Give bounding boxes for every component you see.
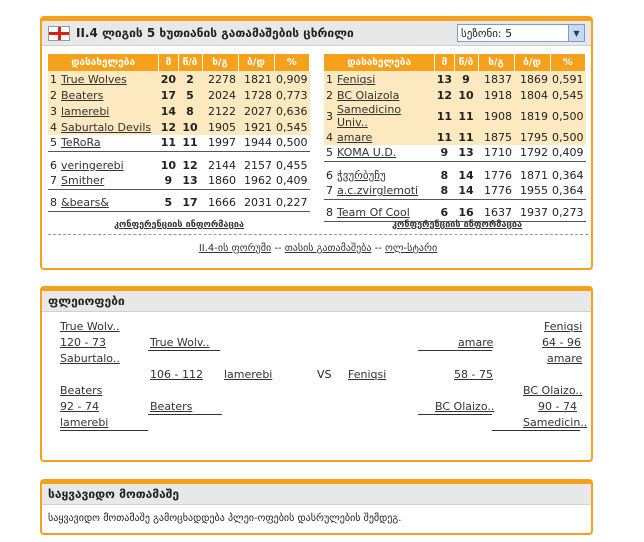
- table-row: [324, 167, 586, 183]
- team-name[interactable]: TeRoRa: [61, 136, 101, 150]
- cell-pos: 8: [326, 206, 333, 220]
- cell-pf: 2278: [202, 71, 238, 87]
- cell-pos: 4: [326, 130, 333, 144]
- cell-pct: 0,273: [552, 206, 584, 220]
- cell-pos: 5: [50, 136, 57, 150]
- standings-panel: [40, 16, 593, 270]
- cell-w: 11: [436, 130, 452, 144]
- table-row: [48, 157, 310, 173]
- cell-pos: 5: [326, 146, 333, 160]
- final-team-right[interactable]: Feniqsi: [348, 368, 387, 381]
- cell-pos: 7: [50, 174, 57, 188]
- standings-header: [42, 18, 591, 46]
- cell-l: 2: [178, 71, 202, 87]
- bracket-line: [492, 430, 580, 431]
- team-name[interactable]: Beaters: [61, 88, 104, 102]
- team-link[interactable]: [335, 167, 435, 183]
- team-link[interactable]: [335, 129, 435, 145]
- all-star-link[interactable]: ოლ-სტარი: [385, 243, 438, 254]
- bracket-line: [418, 414, 492, 415]
- bracket-team[interactable]: amare: [458, 336, 494, 349]
- cell-pf: 2024: [202, 87, 238, 103]
- cell-pf: 1666: [202, 195, 238, 211]
- mvp-title: საყვავიდო მოთამაშე: [48, 487, 180, 501]
- cell-l: 14: [458, 168, 474, 182]
- cell-l: 11: [454, 103, 478, 129]
- team-name[interactable]: lamerebi: [61, 104, 110, 118]
- column-header: ხ/გ: [202, 54, 238, 71]
- cell-w: 9: [435, 145, 454, 161]
- team-link[interactable]: [59, 173, 159, 189]
- team-link[interactable]: [335, 145, 435, 161]
- team-link[interactable]: [59, 135, 159, 151]
- playoffs-header: [42, 288, 591, 312]
- cell-pct: 0,591: [552, 72, 584, 86]
- chevron-down-icon[interactable]: ▼: [568, 25, 584, 41]
- team-link[interactable]: [59, 195, 159, 211]
- cell-w: 8: [435, 183, 454, 199]
- bracket-line: [148, 414, 222, 415]
- table-row: [48, 135, 310, 151]
- team-name[interactable]: veringerebi: [61, 158, 124, 172]
- footer-separator: --: [374, 243, 382, 254]
- table-row: [48, 71, 310, 87]
- bracket-team[interactable]: Beaters: [150, 400, 193, 413]
- table-row: [48, 173, 310, 189]
- bracket-team[interactable]: amare: [547, 352, 583, 365]
- cell-pa: 1944: [238, 135, 274, 151]
- column-header: მ: [435, 54, 454, 71]
- cell-pf: 1997: [202, 135, 238, 151]
- cell-w: 12: [160, 120, 176, 134]
- bracket-team[interactable]: BC Olaizo..: [523, 384, 583, 397]
- cell-pct: 0,409: [276, 174, 308, 188]
- cell-pct: 0,364: [552, 184, 584, 198]
- cell-pa: 2031: [238, 195, 274, 211]
- team-link[interactable]: [59, 103, 159, 119]
- cell-pct: 0,227: [276, 196, 308, 210]
- team-link[interactable]: [59, 71, 159, 87]
- table-row: [48, 119, 310, 135]
- cell-pct: 0,545: [276, 120, 308, 134]
- team-name[interactable]: Team Of Cool: [337, 206, 410, 220]
- standings-tables: [48, 54, 588, 234]
- column-header: მ: [159, 54, 178, 71]
- column-header: დასახელება: [48, 54, 159, 71]
- left-conference-table: [48, 54, 310, 212]
- column-header: %: [550, 54, 586, 71]
- team-name[interactable]: a.c.zvirglemoti: [337, 184, 419, 198]
- right-conference-table: [324, 54, 586, 222]
- cell-pos: 6: [326, 168, 333, 182]
- mvp-panel: [40, 479, 593, 535]
- cell-pa: 1792: [514, 145, 550, 161]
- cell-pa: 1795: [514, 129, 550, 145]
- column-header: წ/ბ: [178, 54, 202, 71]
- cell-l: 11: [454, 129, 478, 145]
- team-link[interactable]: [59, 119, 159, 135]
- cell-pct: 0,773: [276, 88, 308, 102]
- team-name[interactable]: &bears&: [61, 196, 109, 210]
- team-link[interactable]: [59, 87, 159, 103]
- cell-pct: 0,500: [550, 103, 586, 129]
- cell-pos: 6: [50, 158, 57, 172]
- standings-footer: [48, 218, 588, 254]
- cell-l: 10: [454, 87, 478, 103]
- cell-w: 9: [159, 173, 178, 189]
- bracket-team[interactable]: Samedicin..: [523, 416, 588, 429]
- final-vs: VS: [317, 368, 332, 381]
- cell-l: 16: [454, 205, 478, 221]
- cell-pf: 1710: [478, 145, 514, 161]
- left-conference-info-link[interactable]: კონფერენციის ინფორმაცია: [114, 220, 244, 230]
- cell-l: 10: [178, 119, 202, 135]
- cell-pct: 0,909: [276, 72, 308, 86]
- team-name[interactable]: KOMA U.D.: [337, 146, 397, 160]
- footer-separator: --: [274, 243, 282, 254]
- column-header: ბ/დ: [238, 54, 274, 71]
- playoff-bracket: [42, 318, 595, 458]
- table-row: [48, 87, 310, 103]
- team-name[interactable]: Smither: [61, 174, 105, 188]
- bracket-team[interactable]: Feniqsi: [544, 320, 583, 333]
- bracket-team[interactable]: BC Olaizo..: [435, 400, 495, 413]
- cell-pa: 1871: [520, 168, 548, 182]
- cell-pos: 4: [50, 120, 57, 134]
- standings-title: II.4 ლიგის 5 ხუთიანის გათამაშების ცხრილი: [76, 26, 354, 40]
- team-name[interactable]: Feniqsi: [337, 72, 376, 86]
- team-name[interactable]: True Wolves: [61, 72, 127, 86]
- cell-pos: 3: [324, 103, 335, 129]
- cell-w: 14: [160, 104, 176, 118]
- bracket-team[interactable]: True Wolv..: [150, 336, 210, 349]
- team-link[interactable]: [335, 183, 435, 199]
- bracket-team[interactable]: Saburtalo..: [60, 352, 120, 365]
- bracket-line: [148, 350, 220, 351]
- cell-pf: 1860: [202, 173, 238, 189]
- column-header: დასახელება: [324, 54, 435, 71]
- right-conference-info-link[interactable]: კონფერენციის ინფორმაცია: [392, 220, 522, 230]
- table-row: [324, 87, 586, 103]
- cell-pct: 0,636: [276, 104, 308, 118]
- bracket-score[interactable]: 90 - 74: [538, 400, 577, 413]
- cell-pf: 1776: [484, 168, 512, 182]
- cell-pf: 1905: [202, 119, 238, 135]
- cell-pa: 1804: [514, 87, 550, 103]
- team-link[interactable]: [59, 157, 159, 173]
- cell-pa: 1962: [238, 173, 274, 189]
- cell-pos: 2: [326, 88, 333, 102]
- cell-pct: 0,500: [552, 130, 584, 144]
- forum-link[interactable]: II.4-ის ფორუმი: [198, 243, 272, 254]
- table-row: [48, 103, 310, 119]
- team-link[interactable]: [335, 87, 435, 103]
- cell-w: 12: [436, 88, 452, 102]
- cell-pa: 2027: [238, 103, 274, 119]
- team-link[interactable]: [335, 71, 435, 87]
- cell-pa: 1921: [238, 119, 274, 135]
- cell-pos: 1: [326, 72, 333, 86]
- georgia-flag-icon: [48, 26, 70, 41]
- cell-w: 6: [435, 205, 454, 221]
- cell-pf: 1837: [478, 71, 514, 87]
- cell-pf: 1875: [478, 129, 514, 145]
- mvp-text: საყვავიდო მოთამაშე გამოცხადდება პლეი-ოფების დასრულების შემდეგ.: [48, 513, 402, 524]
- team-name[interactable]: Saburtalo Devils: [61, 120, 152, 134]
- column-header: წ/ბ: [454, 54, 478, 71]
- cell-pf: 1908: [478, 103, 514, 129]
- cell-pos: 7: [326, 184, 333, 198]
- cell-pa: 1819: [514, 103, 550, 129]
- cell-w: 11: [160, 136, 176, 150]
- team-name[interactable]: ჭვურბუჩუ: [337, 168, 386, 182]
- cell-l: 13: [454, 145, 478, 161]
- season-select-value: სეზონი: 5: [461, 26, 513, 40]
- team-name[interactable]: BC Olaizola: [337, 88, 400, 102]
- table-row: [324, 129, 586, 145]
- bracket-score[interactable]: 120 - 73: [60, 336, 106, 349]
- cell-pf: 1776: [478, 183, 514, 199]
- cell-w: 11: [435, 103, 454, 129]
- cell-pct: 0,545: [552, 88, 584, 102]
- cell-pct: 0,500: [276, 136, 308, 150]
- cell-pct: 0,409: [552, 146, 584, 160]
- bracket-score[interactable]: 64 - 96: [542, 336, 581, 349]
- cell-pct: 0,364: [552, 168, 584, 182]
- cell-pa: 1821: [238, 71, 274, 87]
- table-row: [324, 71, 586, 87]
- cell-pct: 0,455: [276, 158, 308, 172]
- mvp-header: [42, 481, 591, 505]
- cell-l: 17: [178, 195, 202, 211]
- team-link[interactable]: [335, 103, 435, 129]
- cell-pa: 1869: [514, 71, 550, 87]
- cell-w: 20: [160, 72, 176, 86]
- cell-pa: 1728: [238, 87, 274, 103]
- bracket-score[interactable]: 92 - 74: [60, 400, 99, 413]
- final-team-left[interactable]: lamerebi: [224, 368, 273, 381]
- bracket-team[interactable]: True Wolv..: [60, 320, 120, 333]
- season-select[interactable]: [457, 24, 585, 42]
- cell-pos: 1: [50, 72, 57, 86]
- team-name[interactable]: amare: [337, 130, 373, 144]
- cell-pf: 2122: [202, 103, 238, 119]
- cell-l: 11: [178, 135, 202, 151]
- cell-pa: 2157: [244, 158, 272, 172]
- bracket-team[interactable]: Beaters: [60, 384, 103, 397]
- table-header-row: [48, 54, 310, 71]
- cell-w: 10: [160, 158, 176, 172]
- cell-l: 9: [454, 71, 478, 87]
- cell-l: 13: [178, 173, 202, 189]
- cell-l: 8: [178, 103, 202, 119]
- table-row: [324, 183, 586, 199]
- column-header: %: [274, 54, 310, 71]
- cell-w: 17: [160, 88, 176, 102]
- cell-w: 13: [436, 72, 452, 86]
- cell-pf: 2144: [208, 158, 236, 172]
- bracket-score[interactable]: 106 - 112: [150, 368, 203, 381]
- playoffs-title: ფლეიოფები: [48, 294, 125, 308]
- cell-l: 5: [178, 87, 202, 103]
- cell-w: 8: [440, 168, 449, 182]
- cell-l: 12: [182, 158, 198, 172]
- cup-link[interactable]: თასის გათამაშება: [284, 243, 372, 254]
- cell-pos: 3: [50, 104, 57, 118]
- bracket-score[interactable]: 58 - 75: [454, 368, 493, 381]
- table-row: [324, 145, 586, 161]
- cell-pf: 1637: [478, 205, 514, 221]
- table-row: [324, 103, 586, 129]
- bracket-line: [418, 350, 492, 351]
- cell-pa: 1937: [514, 205, 550, 221]
- cell-pa: 1955: [514, 183, 550, 199]
- cell-w: 5: [159, 195, 178, 211]
- cell-l: 14: [454, 183, 478, 199]
- cell-pos: 2: [50, 88, 57, 102]
- column-header: ბ/დ: [514, 54, 550, 71]
- bracket-line: [60, 430, 148, 431]
- cell-pos: 8: [50, 196, 57, 210]
- team-name[interactable]: Samedicino Univ..: [337, 103, 402, 129]
- cell-pf: 1918: [478, 87, 514, 103]
- bracket-team[interactable]: lamerebi: [60, 416, 109, 429]
- table-header-row: [324, 54, 586, 71]
- column-header: ხ/გ: [478, 54, 514, 71]
- table-row: [48, 195, 310, 211]
- playoffs-panel: [40, 286, 593, 462]
